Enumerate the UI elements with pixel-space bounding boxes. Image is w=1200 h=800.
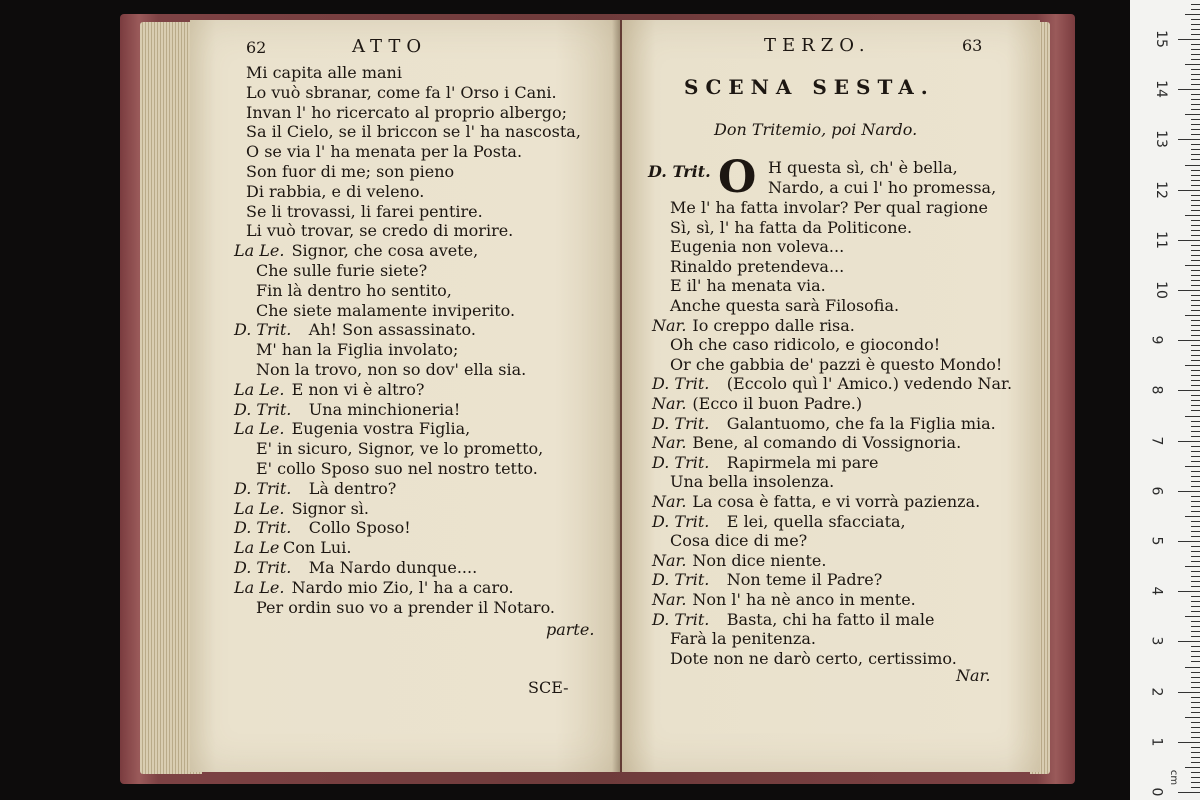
verse-line: Non dice niente. — [692, 550, 827, 570]
verse-line: Che siete malamente inviperito. — [256, 300, 516, 320]
ruler-tick — [1185, 64, 1200, 65]
ruler-tick — [1191, 119, 1200, 120]
ruler-label: 2 — [1148, 687, 1165, 697]
ruler-tick — [1191, 305, 1200, 306]
ruler-tick — [1178, 39, 1200, 40]
ruler-tick — [1178, 240, 1200, 241]
ruler-tick — [1191, 149, 1200, 150]
ruler-tick — [1185, 667, 1200, 668]
verse-line: Non l' ha nè anco in mente. — [692, 590, 916, 609]
verse-line: Di rabbia, e di veleno. — [246, 181, 425, 201]
ruler-tick — [1191, 375, 1200, 376]
ruler-tick — [1178, 541, 1200, 542]
ruler-tick — [1178, 390, 1200, 391]
ruler-tick — [1191, 280, 1200, 281]
ruler-tick — [1191, 180, 1200, 181]
verse-line: Rapirmela mi pare — [726, 452, 879, 472]
ruler-tick — [1191, 546, 1200, 547]
catchword: SCE- — [528, 678, 569, 697]
speaker-name: La Le. — [234, 379, 285, 399]
ruler-tick — [1178, 290, 1200, 291]
ruler-label: 10 — [1152, 281, 1169, 299]
ruler-tick — [1191, 9, 1200, 10]
ruler-tick — [1191, 154, 1200, 155]
drop-cap: O — [718, 152, 757, 203]
ruler-tick — [1191, 596, 1200, 597]
ruler-label: 1 — [1148, 737, 1165, 747]
ruler-tick — [1191, 752, 1200, 753]
ruler-label: 8 — [1148, 385, 1165, 395]
verse-line: Me l' ha fatta involar? Per qual ragione — [670, 198, 988, 217]
speaker-name: D. Trit. — [652, 609, 710, 629]
speaker-name: La Le. — [234, 577, 285, 597]
measuring-ruler — [1130, 0, 1200, 800]
speaker-name: La Le. — [234, 241, 285, 261]
running-head: TERZO. — [764, 35, 871, 56]
ruler-tick — [1191, 722, 1200, 723]
verse-line: Con Lui. — [283, 538, 352, 558]
ruler-tick — [1191, 405, 1200, 406]
ruler-tick — [1191, 551, 1200, 552]
right-page — [622, 20, 1040, 772]
ruler-tick — [1191, 747, 1200, 748]
ruler-tick — [1191, 74, 1200, 75]
verse-line: Mi capita alle mani — [246, 63, 402, 82]
ruler-tick — [1191, 682, 1200, 683]
ruler-tick — [1191, 205, 1200, 206]
verse-line: Che sulle furie siete? — [256, 261, 428, 280]
ruler-tick — [1191, 255, 1200, 256]
ruler-tick — [1185, 717, 1200, 718]
ruler-tick — [1191, 651, 1200, 652]
ruler-tick — [1191, 481, 1200, 482]
speaker-name: D. Trit. — [652, 511, 710, 531]
ruler-tick — [1191, 34, 1200, 35]
ruler-tick — [1191, 109, 1200, 110]
ruler-tick — [1178, 441, 1200, 442]
ruler-tick — [1178, 89, 1200, 90]
ruler-tick — [1185, 165, 1200, 166]
ruler-tick — [1191, 757, 1200, 758]
ruler-tick — [1191, 702, 1200, 703]
ruler-label: 14 — [1152, 80, 1169, 99]
ruler-label: 11 — [1152, 230, 1169, 249]
verse-line: La cosa è fatta, e vi vorrà pazienza. — [692, 492, 981, 511]
ruler-label: 7 — [1148, 436, 1165, 446]
ruler-tick — [1191, 461, 1200, 462]
ruler-tick — [1191, 626, 1200, 627]
ruler-tick — [1191, 200, 1200, 201]
ruler-label: 4 — [1148, 586, 1165, 596]
ruler-tick — [1191, 687, 1200, 688]
verse-line: Galantuomo, che fa la Figlia mia. — [726, 413, 996, 433]
verse-line: Una minchioneria! — [308, 399, 461, 419]
ruler-tick — [1191, 536, 1200, 537]
ruler-tick — [1185, 516, 1200, 517]
verse-line: Sa il Cielo, se il briccon se l' ha nascosta, — [246, 122, 581, 142]
ruler-tick — [1191, 345, 1200, 346]
verse-line: (Eccolo quì l' Amico.) vedendo Nar. — [726, 374, 1013, 394]
ruler-tick — [1191, 486, 1200, 487]
speaker-name: D. Trit. — [652, 570, 710, 590]
ruler-label: 9 — [1148, 335, 1165, 345]
verse-line: Son fuor di me; son pieno — [246, 162, 455, 181]
ruler-tick — [1191, 586, 1200, 587]
ruler-tick — [1191, 285, 1200, 286]
verse-line: Cosa dice di me? — [670, 531, 808, 551]
speaker-name: Nar. — [652, 590, 687, 609]
verse-line: Rinaldo pretendeva... — [670, 256, 845, 276]
ruler-tick — [1185, 265, 1200, 266]
ruler-tick — [1191, 245, 1200, 246]
ruler-tick — [1191, 79, 1200, 80]
ruler-tick — [1191, 636, 1200, 637]
left-page — [190, 20, 620, 772]
ruler-tick — [1191, 451, 1200, 452]
ruler-tick — [1191, 250, 1200, 251]
ruler-tick — [1191, 385, 1200, 386]
verse-line: Fin là dentro ho sentito, — [256, 280, 452, 300]
ruler-tick — [1191, 400, 1200, 401]
ruler-tick — [1191, 436, 1200, 437]
verse-line: E lei, quella sfacciata, — [726, 511, 906, 531]
ruler-tick — [1191, 446, 1200, 447]
ruler-tick — [1191, 335, 1200, 336]
speaker-name: D. Trit. — [652, 452, 710, 472]
ruler-tick — [1191, 556, 1200, 557]
ruler-tick — [1178, 190, 1200, 191]
speaker-name: Nar. — [652, 550, 687, 570]
ruler-tick — [1191, 661, 1200, 662]
ruler-tick — [1191, 521, 1200, 522]
ruler-tick — [1191, 195, 1200, 196]
verse-line: Signor, che cosa avete, — [291, 241, 479, 261]
ruler-tick — [1191, 506, 1200, 507]
verse-line: E il' ha menata via. — [670, 276, 826, 296]
ruler-tick — [1191, 270, 1200, 271]
ruler-tick — [1185, 616, 1200, 617]
ruler-tick — [1178, 792, 1200, 793]
verse-line: Farà la penitenza. — [670, 629, 816, 649]
ruler-tick — [1185, 767, 1200, 768]
verse-line: Non teme il Padre? — [726, 570, 883, 590]
speaker-name: D. Trit. — [234, 399, 292, 419]
ruler-tick — [1191, 29, 1200, 30]
verse-line: Per ordin suo vo a prender il Notaro. — [256, 597, 556, 617]
verse-line: Se li trovassi, li farei pentire. — [246, 201, 483, 221]
speaker-name: Nar. — [652, 492, 687, 511]
ruler-tick — [1178, 591, 1200, 592]
ruler-tick — [1191, 471, 1200, 472]
ruler-tick — [1191, 170, 1200, 171]
ruler-tick — [1191, 712, 1200, 713]
verse-line: O se via l' ha menata per la Posta. — [246, 142, 523, 162]
verse-line: Lo vuò sbranar, come fa l' Orso i Cani. — [246, 82, 557, 102]
verse-line: Una bella insolenza. — [670, 472, 835, 492]
ruler-tick — [1178, 491, 1200, 492]
ruler-tick — [1191, 69, 1200, 70]
verse-line: Eugenia vostra Figlia, — [291, 419, 471, 439]
ruler-tick — [1185, 466, 1200, 467]
speaker-name: D. Trit. — [234, 518, 292, 538]
ruler-tick — [1191, 370, 1200, 371]
verse-line: Signor sì. — [291, 498, 369, 518]
verse-line: Nardo, a cui l' ho promessa, — [768, 178, 997, 197]
verse-line: Bene, al comando di Vossignoria. — [692, 433, 962, 453]
ruler-tick — [1191, 787, 1200, 788]
verse-line: Or che gabbia de' pazzi è questo Mondo! — [670, 354, 1003, 374]
ruler-tick — [1191, 59, 1200, 60]
ruler-tick — [1191, 727, 1200, 728]
ruler-tick — [1191, 476, 1200, 477]
ruler-tick — [1178, 340, 1200, 341]
speaker-name: Nar. — [652, 394, 687, 413]
ruler-tick — [1191, 220, 1200, 221]
ruler-label: 3 — [1148, 636, 1165, 646]
ruler-tick — [1191, 646, 1200, 647]
speaker-name: D. Trit. — [234, 558, 292, 577]
ruler-tick — [1178, 742, 1200, 743]
speaker-name: Nar. — [652, 315, 687, 335]
ruler-tick — [1191, 159, 1200, 160]
ruler-label: 12 — [1152, 180, 1169, 199]
ruler-tick — [1191, 531, 1200, 532]
ruler-tick — [1191, 496, 1200, 497]
ruler-tick — [1191, 320, 1200, 321]
ruler-tick — [1191, 84, 1200, 85]
ruler-tick — [1191, 526, 1200, 527]
speaker-name: La Le. — [234, 498, 285, 518]
ruler-tick — [1191, 260, 1200, 261]
verse-line: Invan l' ho ricercato al proprio albergo; — [246, 102, 567, 122]
ruler-tick — [1185, 14, 1200, 15]
ruler-tick — [1191, 677, 1200, 678]
ruler-tick — [1191, 4, 1200, 5]
verse-line: Io creppo dalle risa. — [692, 315, 855, 335]
ruler-tick — [1191, 129, 1200, 130]
ruler-tick — [1191, 235, 1200, 236]
verse-line: Basta, chi ha fatto il male — [726, 609, 935, 629]
ruler-tick — [1191, 606, 1200, 607]
ruler-tick — [1178, 139, 1200, 140]
ruler-tick — [1191, 732, 1200, 733]
ruler-tick — [1185, 315, 1200, 316]
verse-line: Anche questa sarà Filosofia. — [670, 296, 900, 315]
ruler-tick — [1191, 631, 1200, 632]
ruler-tick — [1191, 360, 1200, 361]
ruler-tick — [1191, 99, 1200, 100]
ruler-tick — [1191, 44, 1200, 45]
ruler-tick — [1191, 24, 1200, 25]
ruler-tick — [1191, 300, 1200, 301]
ruler-tick — [1191, 185, 1200, 186]
scene-title: SCENA SESTA. — [684, 75, 935, 99]
ruler-tick — [1191, 621, 1200, 622]
ruler-tick — [1191, 330, 1200, 331]
ruler-tick — [1191, 225, 1200, 226]
verse-line: Dote non ne darò certo, certissimo. — [670, 648, 957, 668]
ruler-unit: cm — [1168, 769, 1180, 786]
ruler-tick — [1185, 566, 1200, 567]
ruler-tick — [1191, 410, 1200, 411]
speaker-name: D. Trit. — [648, 162, 711, 181]
ruler-tick — [1191, 737, 1200, 738]
ruler-tick — [1191, 395, 1200, 396]
ruler-tick — [1185, 215, 1200, 216]
ruler-label: 13 — [1152, 130, 1169, 149]
ruler-tick — [1191, 697, 1200, 698]
ruler-tick — [1191, 310, 1200, 311]
speaker-name: D. Trit. — [234, 478, 292, 498]
ruler-tick — [1191, 561, 1200, 562]
ruler-tick — [1191, 275, 1200, 276]
page-number: 63 — [962, 36, 983, 55]
speaker-name: D. Trit. — [234, 320, 292, 340]
ruler-tick — [1191, 772, 1200, 773]
ruler-tick — [1191, 104, 1200, 105]
ruler-label: 15 — [1152, 30, 1169, 48]
ruler-label: 0 — [1148, 787, 1165, 797]
ruler-tick — [1191, 601, 1200, 602]
catchword: Nar. — [956, 666, 991, 685]
ruler-tick — [1191, 656, 1200, 657]
ruler-tick — [1191, 431, 1200, 432]
ruler-tick — [1191, 355, 1200, 356]
ruler-tick — [1191, 134, 1200, 135]
ruler-tick — [1191, 501, 1200, 502]
ruler-tick — [1191, 295, 1200, 296]
ruler-tick — [1191, 777, 1200, 778]
verse-line: Ah! Son assassinato. — [308, 320, 476, 340]
verse-line: Sì, sì, l' ha fatta da Politicone. — [670, 217, 913, 237]
ruler-tick — [1191, 571, 1200, 572]
ruler-tick — [1191, 782, 1200, 783]
ruler-tick — [1191, 124, 1200, 125]
ruler-tick — [1191, 511, 1200, 512]
ruler-tick — [1191, 94, 1200, 95]
verse-line: H questa sì, ch' è bella, — [768, 158, 958, 177]
verse-line: E non vi è altro? — [291, 379, 425, 399]
ruler-label: 5 — [1148, 536, 1165, 546]
ruler-tick — [1191, 672, 1200, 673]
verse-line: E' collo Sposo suo nel nostro tetto. — [256, 459, 538, 478]
ruler-tick — [1178, 692, 1200, 693]
ruler-tick — [1191, 380, 1200, 381]
stage-direction: parte. — [546, 620, 595, 639]
ruler-tick — [1185, 416, 1200, 417]
ruler-tick — [1191, 19, 1200, 20]
ruler-tick — [1185, 365, 1200, 366]
ruler-tick — [1191, 144, 1200, 145]
verse-line: Ma Nardo dunque.... — [308, 558, 478, 577]
ruler-tick — [1191, 54, 1200, 55]
speaker-name: D. Trit. — [652, 413, 710, 433]
verse-line: (Ecco il buon Padre.) — [692, 394, 863, 413]
ruler-tick — [1191, 762, 1200, 763]
verse-line: Li vuò trovar, se credo di morire. — [246, 221, 514, 241]
ruler-tick — [1178, 641, 1200, 642]
verse-line: E' in sicuro, Signor, ve lo prometto, — [256, 439, 544, 459]
ruler-tick — [1191, 350, 1200, 351]
page-number: 62 — [246, 38, 267, 57]
ruler-tick — [1185, 114, 1200, 115]
ruler-tick — [1191, 456, 1200, 457]
ruler-tick — [1191, 210, 1200, 211]
scene-characters: Don Tritemio, poi Nardo. — [714, 120, 918, 139]
speaker-name: Nar. — [652, 433, 687, 453]
speaker-name: La Le. — [234, 419, 285, 439]
verse-line: Collo Sposo! — [308, 518, 411, 538]
speaker-name: La Le — [234, 538, 280, 558]
speaker-name: D. Trit. — [652, 374, 710, 394]
ruler-tick — [1191, 426, 1200, 427]
ruler-tick — [1191, 421, 1200, 422]
ruler-tick — [1191, 581, 1200, 582]
ruler-tick — [1191, 707, 1200, 708]
verse-line: Eugenia non voleva... — [670, 237, 845, 257]
ruler-tick — [1191, 325, 1200, 326]
ruler-label: 6 — [1148, 486, 1165, 496]
ruler-tick — [1191, 230, 1200, 231]
verse-line: M' han la Figlia involato; — [256, 340, 459, 360]
verse-line: Oh che caso ridicolo, e giocondo! — [670, 335, 941, 355]
verse-line: Non la trovo, non so dov' ella sia. — [256, 360, 527, 379]
ruler-tick — [1191, 175, 1200, 176]
ruler-tick — [1191, 576, 1200, 577]
verse-line: Là dentro? — [308, 478, 397, 498]
verse-line: Nardo mio Zio, l' ha a caro. — [291, 577, 514, 597]
running-head: ATTO — [352, 36, 428, 57]
ruler-tick — [1191, 49, 1200, 50]
ruler-tick — [1191, 611, 1200, 612]
